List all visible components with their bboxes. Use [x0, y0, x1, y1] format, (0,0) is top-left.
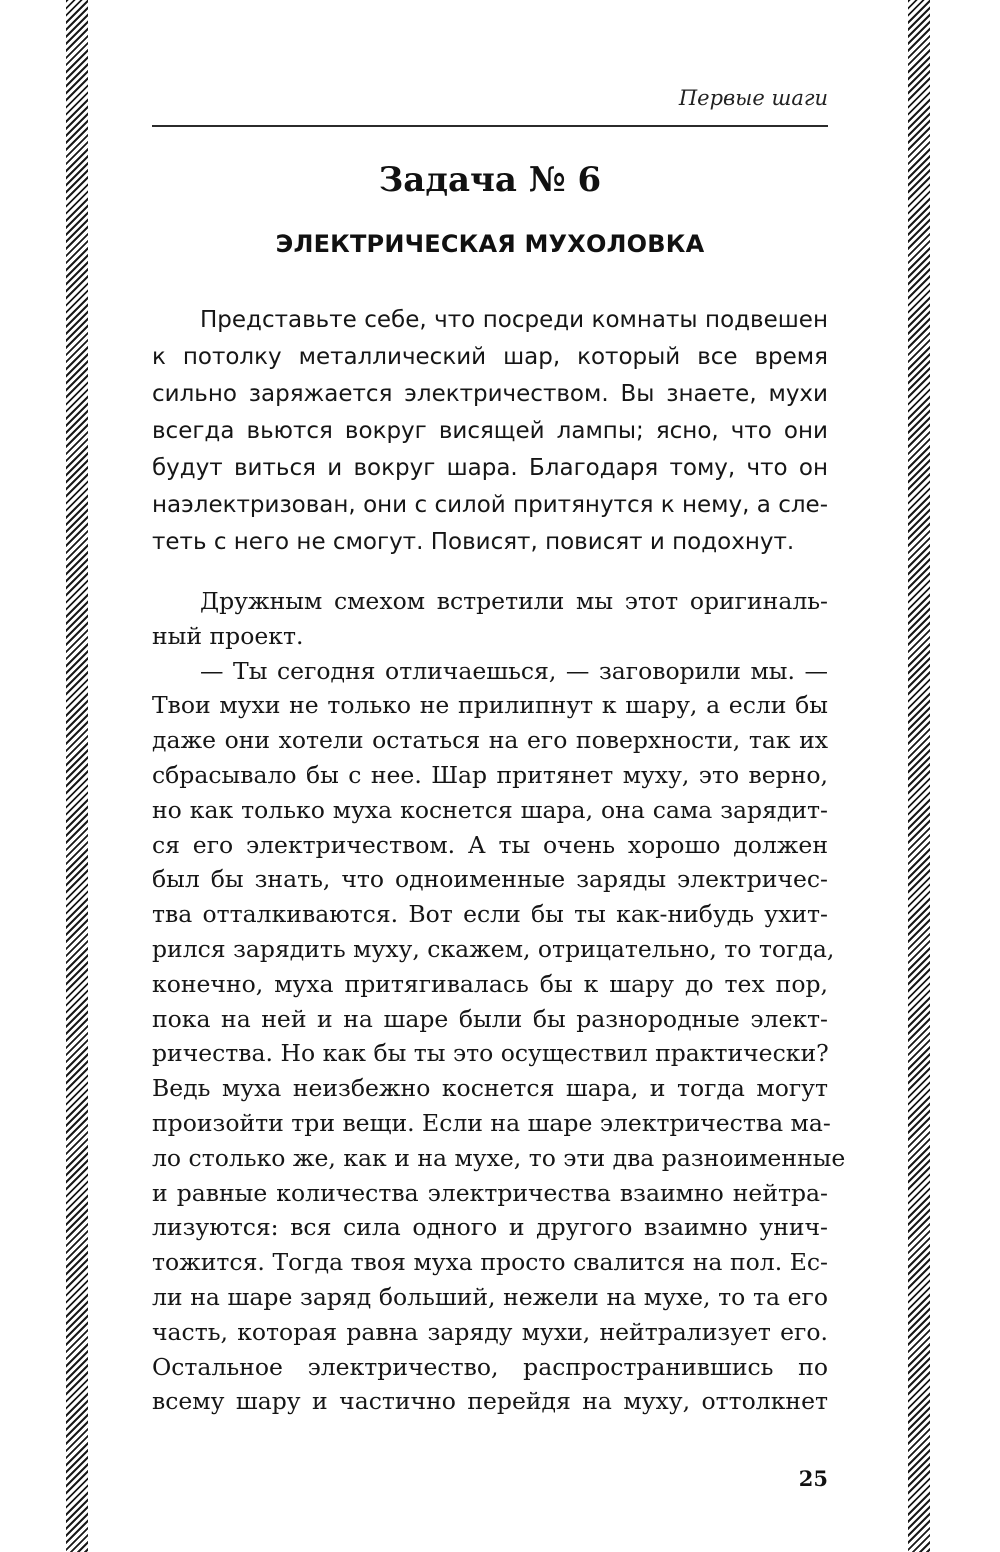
text-line: лизуются: вся сила одного и другого взаимно унич- — [152, 1213, 828, 1242]
text-line: даже они хотели остаться на его поверхности, так их — [152, 726, 828, 755]
text-line: ло столько же, как и на мухе, то эти два разноименные — [152, 1143, 846, 1172]
text-line: пока на ней и на шаре были бы разнородные элект- — [152, 1004, 828, 1033]
task-title: Задача № 6 — [378, 160, 602, 200]
text-line: ли на шаре заряд больший, нежели на мухе, то та его — [152, 1282, 828, 1311]
problem-line: будут виться и вокруг шара. Благодаря тому, что он — [152, 455, 828, 481]
text-line: тожится. Тогда твоя муха просто свалится на пол. Ес- — [152, 1248, 828, 1277]
text-line: тва отталкиваются. Вот если бы ты как-нибудь ухит- — [152, 900, 828, 929]
problem-statement — [152, 302, 828, 561]
decorative-border-left — [66, 0, 88, 1552]
book-page — [152, 0, 846, 1552]
text-line: ный проект. — [152, 621, 304, 650]
text-line: часть, которая равна заряду мухи, нейтрализует его. — [152, 1317, 828, 1346]
text-line: был бы знать, что одноименные заряды электричес- — [152, 865, 828, 894]
task-subtitle: ЭЛЕКТРИЧЕСКАЯ МУХОЛОВКА — [275, 230, 705, 258]
problem-line: к потолку металлический шар, который все время — [152, 344, 828, 370]
text-line: рился зарядить муху, скажем, отрицательно, то тогда, — [152, 934, 835, 963]
running-header-title: Первые шаги — [678, 86, 828, 110]
decorative-border-right — [908, 0, 930, 1552]
text-line: сбрасывало бы с нее. Шар притянет муху, это верно, — [152, 760, 828, 789]
text-line: конечно, муха притягивалась бы к шару до тех пор, — [152, 969, 828, 998]
text-line: но как только муха коснется шара, она сама зарядит- — [152, 795, 828, 824]
discussion-text — [152, 584, 846, 1419]
page-number: 25 — [798, 1466, 828, 1491]
problem-line: сильно заряжается электричеством. Вы знаете, мухи — [152, 381, 828, 407]
problem-line: всегда вьются вокруг висящей лампы; ясно, что они — [152, 418, 828, 444]
text-line: — Ты сегодня отличаешься, — заговорили мы. — — [200, 656, 828, 685]
text-line: Дружным смехом встретили мы этот оригиналь- — [200, 587, 828, 615]
text-line: и равные количества электричества взаимно нейтра- — [152, 1178, 828, 1207]
problem-line: наэлектризован, они с силой притянутся к нему, а сле- — [152, 492, 828, 518]
text-line: ся его электричеством. А ты очень хорошо должен — [152, 830, 828, 859]
text-line: Ведь муха неизбежно коснется шара, и тогда могут — [152, 1074, 828, 1103]
text-line: всему шару и частично перейдя на муху, оттолкнет — [152, 1387, 828, 1416]
text-line: ричества. Но как бы ты это осуществил практически? — [152, 1039, 829, 1068]
text-line: Остальное электричество, распространившись по — [152, 1352, 828, 1381]
problem-line: Представьте себе, что посреди комнаты подвешен — [200, 307, 828, 333]
header-rule — [152, 125, 828, 127]
problem-line: теть с него не смогут. Повисят, повисят и подохнут. — [152, 529, 795, 555]
text-line: произойти три вещи. Если на шаре электричества ма- — [152, 1108, 831, 1137]
text-line: Твои мухи не только не прилипнут к шару, а если бы — [152, 691, 828, 720]
